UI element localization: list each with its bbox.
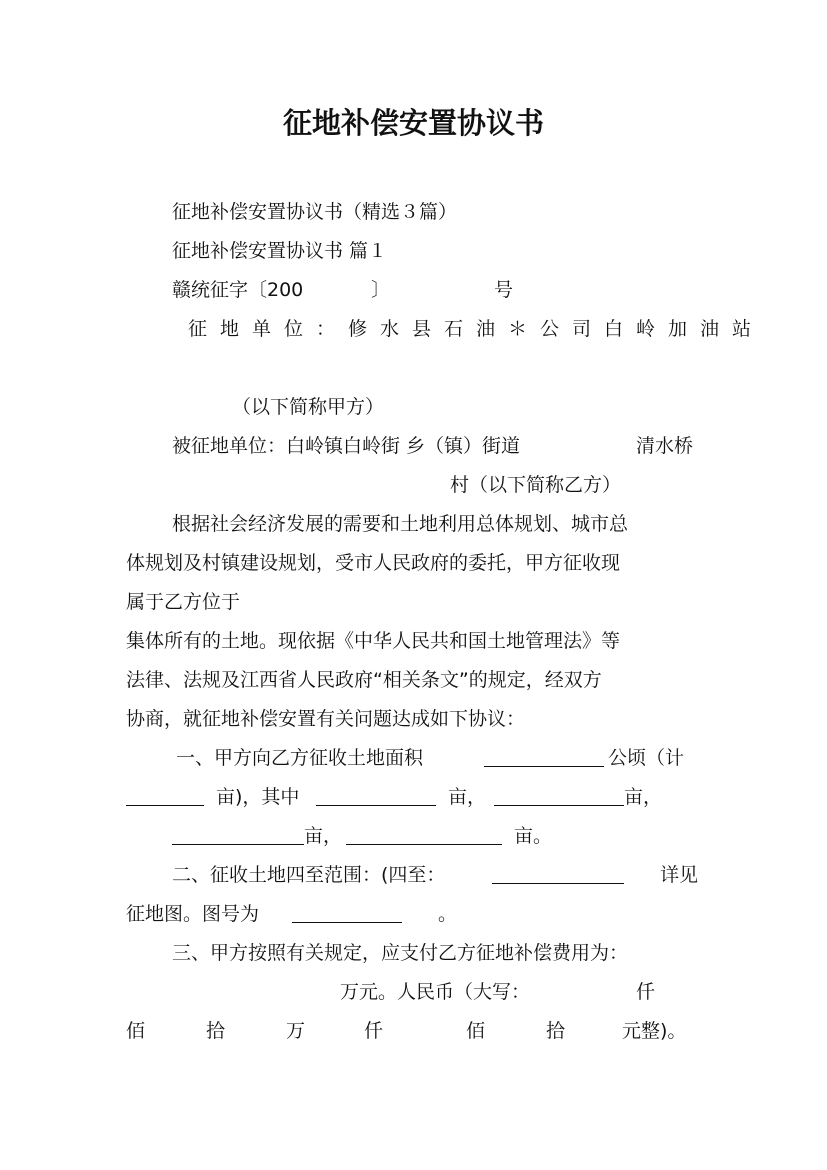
subtitle-selection: 征地补偿安置协议书（精选３篇） xyxy=(172,201,458,223)
blank-area-mu-3 xyxy=(172,844,304,845)
clause-3-amount: 万元。人民币（大写： xyxy=(340,981,531,1003)
clause-3-unit: 佰 xyxy=(126,1020,146,1042)
paragraph-line: 法律、法规及江西省人民政府“相关条文”的规定，经双方 xyxy=(126,669,602,691)
blank-boundary xyxy=(492,883,624,884)
clause-3-qian: 仟 xyxy=(636,981,656,1003)
clause-3-unit: 拾 xyxy=(546,1020,566,1042)
party-b-abbrev: 村（以下简称乙方） xyxy=(450,474,622,496)
paragraph-line: 体规划及村镇建设规划，受市人民政府的委托，甲方征收现 xyxy=(126,552,621,574)
clause-1-mu: 亩， xyxy=(624,786,663,808)
clause-2-map: 征地图。图号为 xyxy=(126,903,260,925)
paragraph-line: 属于乙方位于 xyxy=(126,591,241,613)
paragraph-line: 根据社会经济发展的需要和土地利用总体规划、城市总 xyxy=(172,513,629,535)
party-b-village: 清水桥 xyxy=(636,435,694,457)
clause-3-end: 元整)。 xyxy=(622,1020,687,1042)
document-title: 征地补偿安置协议书 xyxy=(282,106,544,140)
doc-number-suffix: 号 xyxy=(494,279,514,301)
paragraph-line: 协商，就征地补偿安置有关问题达成如下协议： xyxy=(126,708,526,730)
clause-1-among: 亩)，其中 xyxy=(216,786,300,808)
clause-1-mu: 亩， xyxy=(448,786,487,808)
party-a-line: 征地单位：修水县石油＊公司白岭加油站 xyxy=(188,318,765,340)
clause-3-unit: 佰 xyxy=(466,1020,486,1042)
subtitle-part: 征地补偿安置协议书 篇１ xyxy=(172,240,388,262)
party-b-line: 被征地单位：白岭镇白岭街 乡（镇）街道 xyxy=(172,435,521,457)
doc-number-prefix: 赣统征字〔200 xyxy=(172,279,304,301)
clause-3-unit: 拾 xyxy=(206,1020,226,1042)
blank-map-number xyxy=(292,922,402,923)
party-a-abbrev: （以下简称甲方） xyxy=(232,396,385,418)
clause-3-unit: 万 xyxy=(286,1020,306,1042)
clause-1-text: 一、甲方向乙方征收土地面积 xyxy=(176,747,424,769)
clause-3-text: 三、甲方按照有关规定，应支付乙方征地补偿费用为： xyxy=(172,942,629,964)
clause-1-end: 亩。 xyxy=(514,825,553,847)
clause-2-text: 二、征收土地四至范围：(四至： xyxy=(172,864,446,886)
doc-number-bracket: 〕 xyxy=(371,279,391,301)
blank-area-mu-total xyxy=(126,805,204,806)
clause-3-unit: 仟 xyxy=(364,1020,384,1042)
blank-area-hectare xyxy=(484,766,604,767)
clause-2-see: 详见 xyxy=(660,864,699,886)
clause-1-unit: 公顷（计 xyxy=(608,747,685,769)
clause-2-end: 。 xyxy=(438,903,458,925)
blank-area-mu-2 xyxy=(494,805,624,806)
blank-area-mu-4 xyxy=(346,844,502,845)
clause-1-mu: 亩， xyxy=(304,825,343,847)
paragraph-line: 集体所有的土地。现依据《中华人民共和国土地管理法》等 xyxy=(126,630,621,652)
blank-area-mu-1 xyxy=(316,805,436,806)
